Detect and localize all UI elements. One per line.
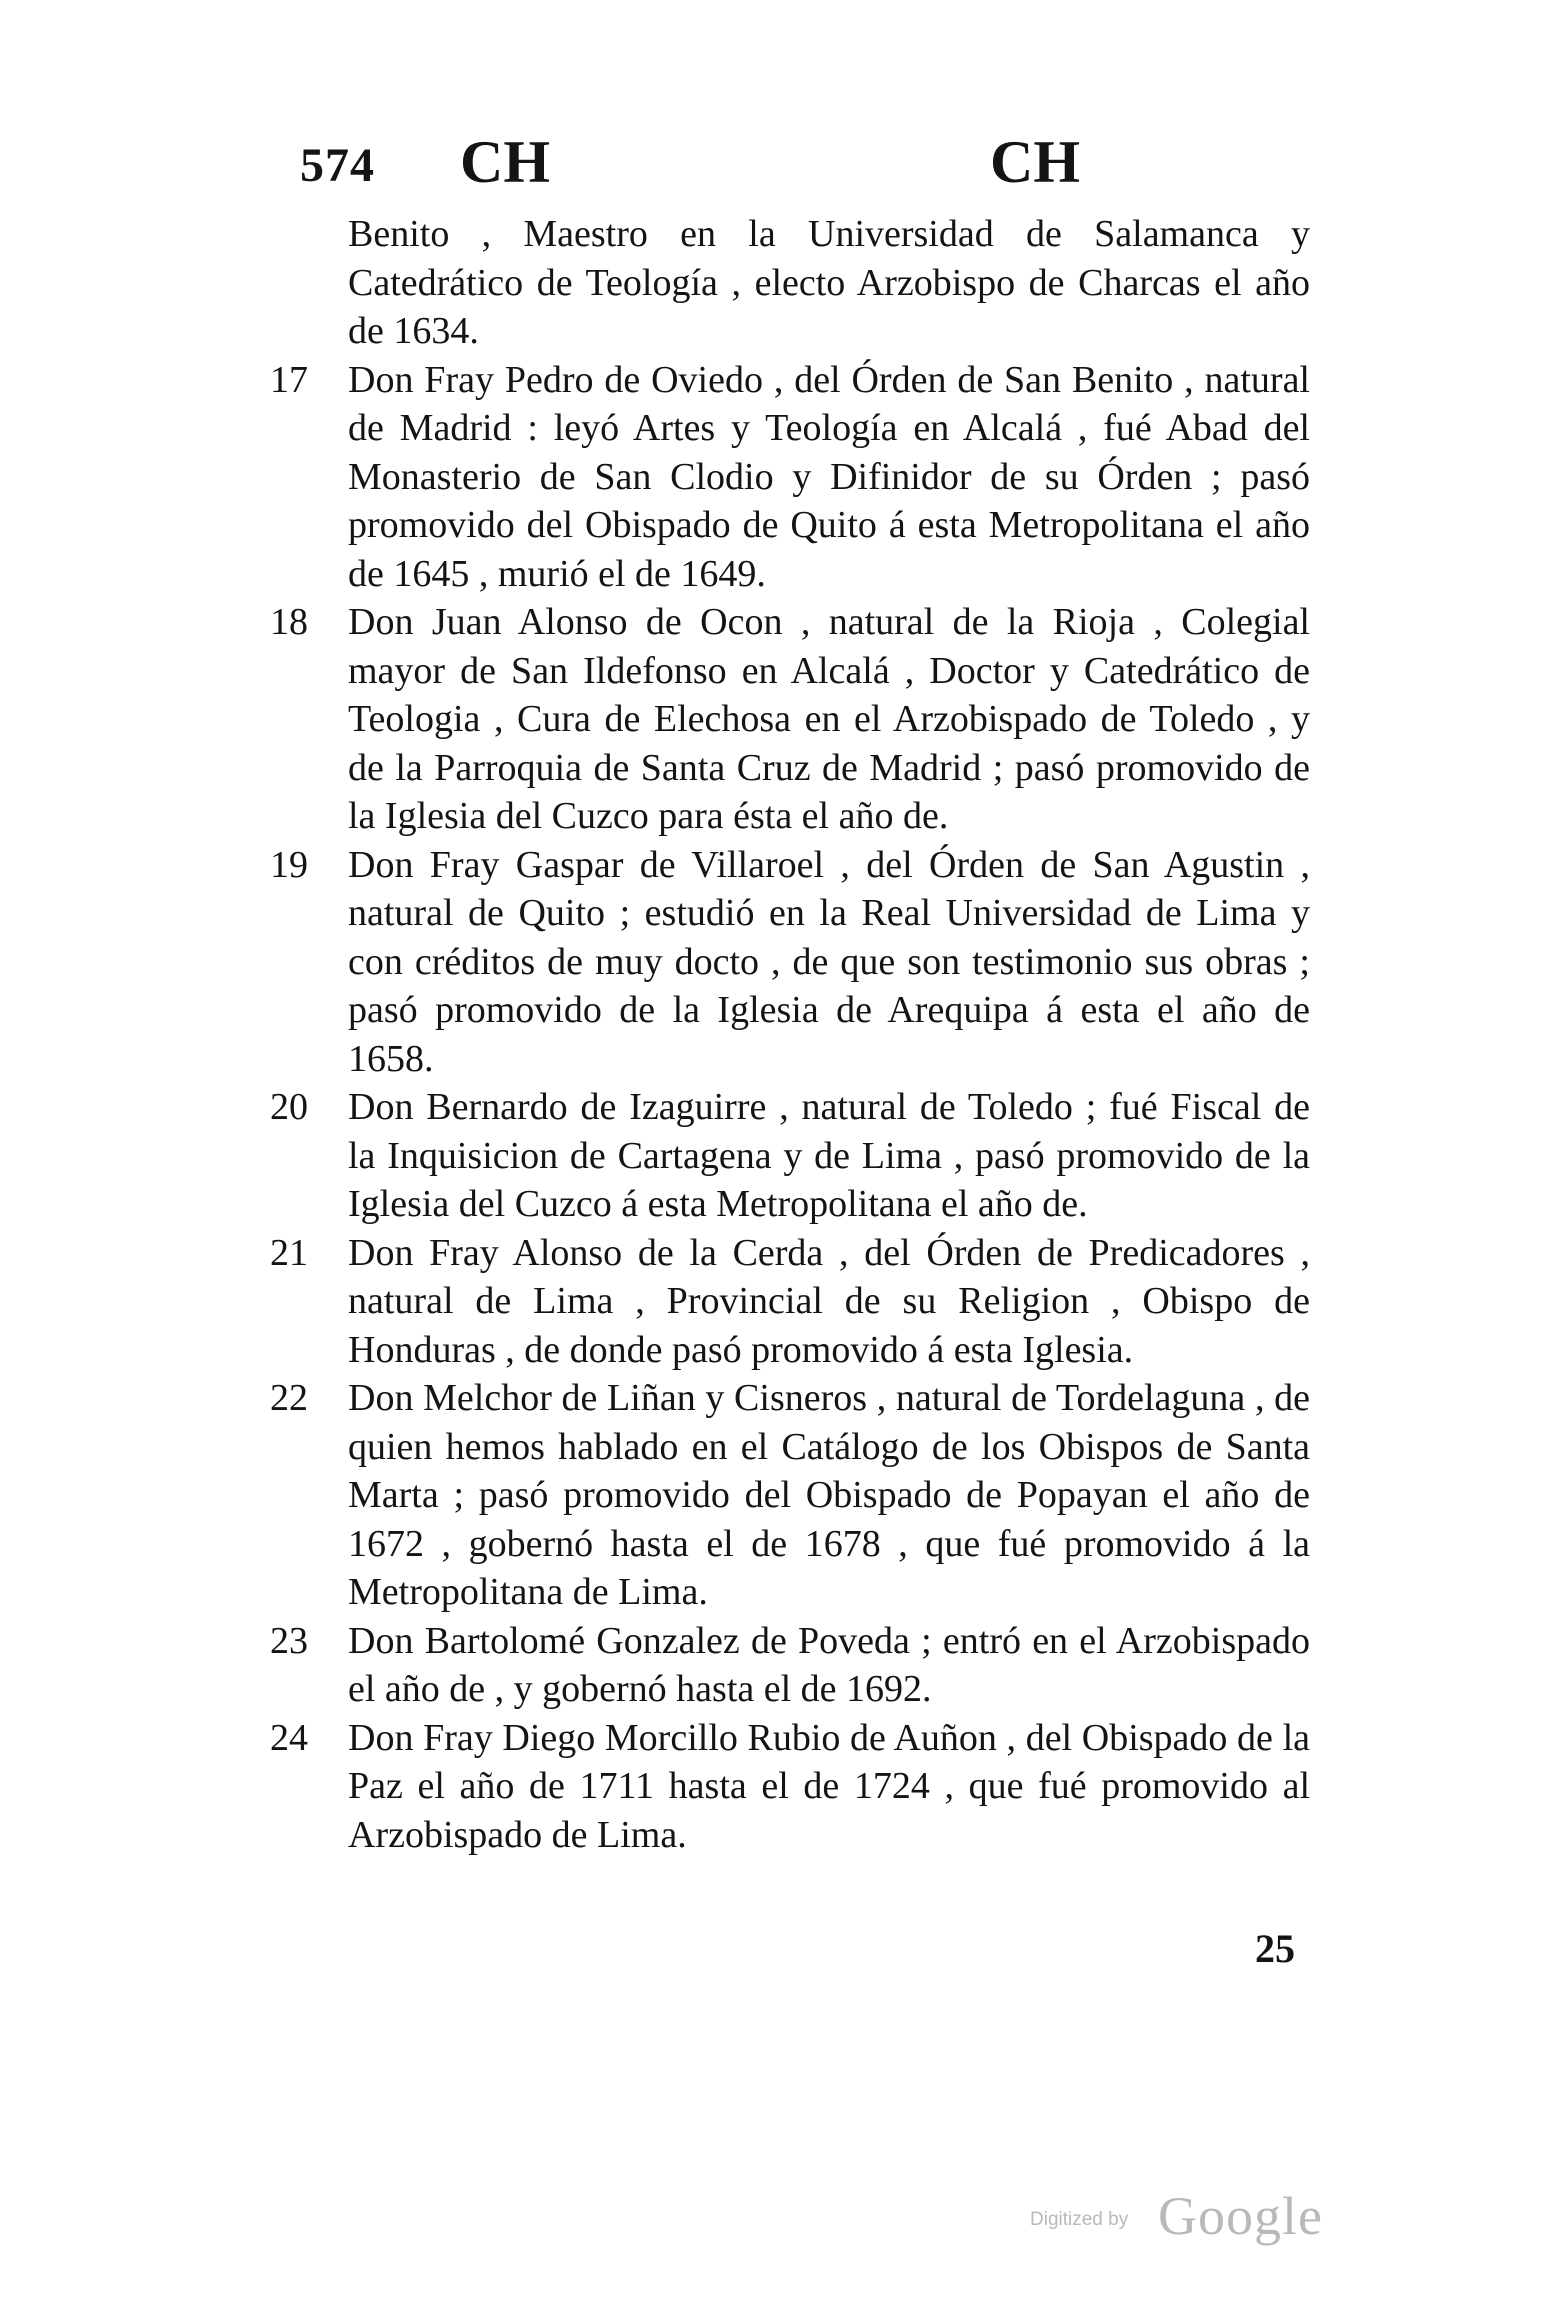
entry-number: 22 [270, 1377, 308, 1419]
catalogue-entry [270, 1374, 1310, 1617]
running-head-right: CH [990, 129, 1080, 195]
entry-number: 23 [270, 1619, 308, 1662]
entry-text: Don Bernardo de Izaguirre , natural de Toledo ; fué Fiscal de la Inquisicion de Cartagena y de Lima , pasó promovido de la Iglesia del Cuzco á esta Metropolitana el año de. [348, 1086, 1310, 1225]
catalogue-entry [270, 841, 1310, 1084]
catalogue-entry [270, 1617, 1310, 1714]
entry-number: 24 [270, 1716, 308, 1759]
running-head-left: CH [460, 129, 550, 195]
entry-number: 18 [270, 601, 308, 643]
entry-text: Don Fray Diego Morcillo Rubio de Auñon , del Obispado de la Paz el año de 1711 hasta el de 1724 , que fué promovido al Arzobispado de Lima. [348, 1716, 1310, 1856]
catalogue-entries [270, 210, 1310, 1859]
catalogue-entry [270, 598, 1310, 841]
catalogue-entry [270, 1229, 1310, 1375]
catalogue-entry-continued [270, 210, 1310, 356]
entry-text: Don Fray Pedro de Oviedo , del Órden de San Benito , natural de Madrid : leyó Artes y Teología en Alcalá , fué Abad del Monasterio de San Clodio y Difinidor de su Órden ; pasó promovido del Obispado de Quito á esta Metropolitana el año de 1645 , murió el de 1649. [348, 358, 1310, 595]
entry-number: 20 [270, 1086, 308, 1128]
entry-number: 21 [270, 1231, 308, 1274]
digitization-watermark [1030, 2185, 1350, 2245]
entry-number: 17 [270, 358, 308, 401]
entry-text: Don Fray Alonso de la Cerda , del Órden de Predicadores , natural de Lima , Provincial de su Religion , Obispo de Honduras , de donde pasó promovido á esta Iglesia. [348, 1231, 1310, 1371]
entry-text: Don Juan Alonso de Ocon , natural de la Rioja , Colegial mayor de San Ildefonso en Alcalá , Doctor y Catedrático de Teologia , Cura de Elechosa en el Arzobispado de Toledo , y de la Parroquia de Santa Cruz de Madrid ; pasó promovido de la Iglesia del Cuzco para ésta el año de. [348, 601, 1310, 837]
entry-text: Don Melchor de Liñan y Cisneros , natural de Tordelaguna , de quien hemos hablado en el Catálogo de los Obispos de Santa Marta ; pasó promovido del Obispado de Popayan el año de 1672 , gobernó hasta el de 1678 , que fué promovido á la Metropolitana de Lima. [348, 1377, 1310, 1613]
watermark-prefix: Digitized by [1030, 2209, 1129, 2230]
entry-text: Don Fray Gaspar de Villaroel , del Órden de San Agustin , natural de Quito ; estudió en la Real Universidad de Lima y con créditos de muy docto , de que son testimonio sus obras ; pasó promovido de la Iglesia de Arequipa á esta el año de 1658. [348, 843, 1310, 1080]
entry-number: 19 [270, 843, 308, 886]
page-number: 574 [300, 139, 375, 192]
catalogue-entry [270, 1714, 1310, 1860]
watermark-logo-text: Google [1158, 2186, 1323, 2246]
catalogue-entry [270, 356, 1310, 599]
catchword: 25 [1255, 1926, 1295, 1971]
running-head [300, 128, 1080, 198]
entry-text: Don Bartolomé Gonzalez de Poveda ; entró en el Arzobispado el año de , y gobernó hasta el de 1692. [348, 1619, 1310, 1710]
catalogue-entry [270, 1083, 1310, 1229]
entry-text: Benito , Maestro en la Universidad de Salamanca y Catedrático de Teología , electo Arzobispo de Charcas el año de 1634. [348, 213, 1310, 352]
